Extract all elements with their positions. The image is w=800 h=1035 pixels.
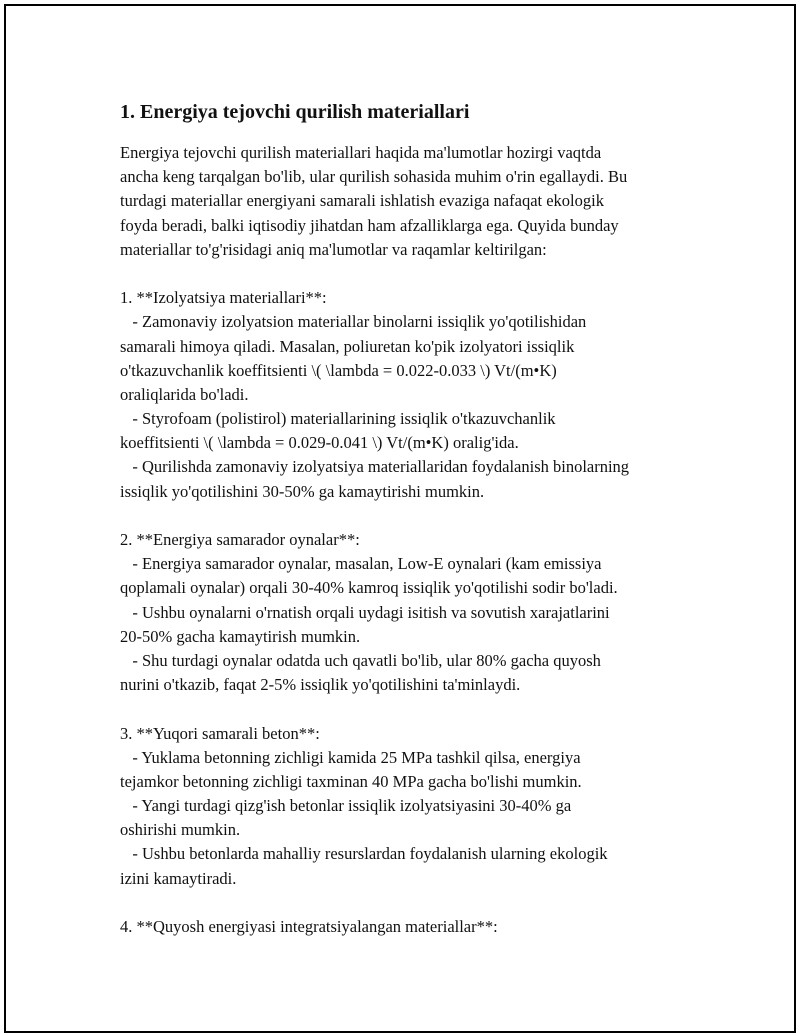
text-line: - Yuklama betonning zichligi kamida 25 MPa tashkil qilsa, energiya (120, 747, 581, 767)
text-line: - Shu turdagi oynalar odatda uch qavatli bo'lib, ular 80% gacha quyosh (120, 650, 601, 670)
blank-line (120, 891, 710, 915)
text-line: oshirishi mumkin. (120, 820, 241, 840)
text-line: oraliqlarida bo'ladi. (120, 384, 249, 404)
text-line: materiallar to'g'risidagi aniq ma'lumotlar va raqamlar keltirilgan: (120, 239, 547, 259)
page-frame (4, 4, 796, 1033)
text-line: - Yangi turdagi qizg'ish betonlar issiqlik izolyatsiyasini 30-40% ga (120, 796, 572, 816)
blank-line (120, 504, 710, 528)
text-line: 1. **Izolyatsiya materiallari**: (120, 288, 327, 308)
text-line: - Ushbu oynalarni o'rnatish orqali uydagi isitish va sovutish xarajatlarini (120, 602, 610, 622)
text-line: ancha keng tarqalgan bo'lib, ular qurilish sohasida muhim o'rin egallaydi. Bu (120, 167, 628, 187)
text-line: - Qurilishda zamonaviy izolyatsiya materiallaridan foydalanish binolarning (120, 457, 630, 477)
text-line: issiqlik yo'qotilishini 30-50% ga kamaytirishi mumkin. (120, 481, 485, 501)
text-line: qoplamali oynalar) orqali 30-40% kamroq issiqlik yo'qotilishi sodir bo'ladi. (120, 578, 618, 598)
text-line: - Zamonaviy izolyatsion materiallar binolarni issiqlik yo'qotilishidan (120, 312, 587, 332)
text-line: - Ushbu betonlarda mahalliy resurslardan foydalanish ularning ekologik (120, 844, 608, 864)
text-line: tejamkor betonning zichligi taxminan 40 MPa gacha bo'lishi mumkin. (120, 771, 582, 791)
text-line: izini kamaytiradi. (120, 868, 237, 888)
paragraph-block (120, 141, 710, 939)
document-body (120, 98, 710, 939)
text-line: 20-50% gacha kamaytirish mumkin. (120, 626, 361, 646)
section-title: 1. Energiya tejovchi qurilish materiallari (120, 101, 470, 123)
text-line: 4. **Quyosh energiyasi integratsiyalangan materiallar**: (120, 917, 498, 936)
text-line: - Styrofoam (polistirol) materiallarining issiqlik o'tkazuvchanlik (120, 409, 556, 429)
text-line: turdagi materiallar energiyani samarali ishlatish evaziga nafaqat ekologik (120, 191, 604, 211)
text-line: nurini o'tkazib, faqat 2-5% issiqlik yo'qotilishini ta'minlaydi. (120, 675, 521, 695)
text-line: 2. **Energiya samarador oynalar**: (120, 530, 360, 549)
blank-line (120, 697, 710, 721)
blank-line (120, 262, 710, 286)
text-line: - Energiya samarador oynalar, masalan, Low-E oynalari (kam emissiya (120, 554, 602, 574)
text-line: 3. **Yuqori samarali beton**: (120, 723, 320, 743)
text-line: Energiya tejovchi qurilish materiallari haqida ma'lumotlar hozirgi vaqtda (120, 143, 602, 162)
text-line: koeffitsienti \( \lambda = 0.029-0.041 \) Vt/(m•K) oralig'ida. (120, 433, 519, 453)
text-line: o'tkazuvchanlik koeffitsienti \( \lambda = 0.022-0.033 \) Vt/(m•K) (120, 360, 557, 380)
text-line: samarali himoya qiladi. Masalan, poliuretan ko'pik izolyatori issiqlik (120, 336, 575, 356)
text-line: foyda beradi, balki iqtisodiy jihatdan ham afzalliklarga ega. Quyida bunday (120, 215, 619, 235)
